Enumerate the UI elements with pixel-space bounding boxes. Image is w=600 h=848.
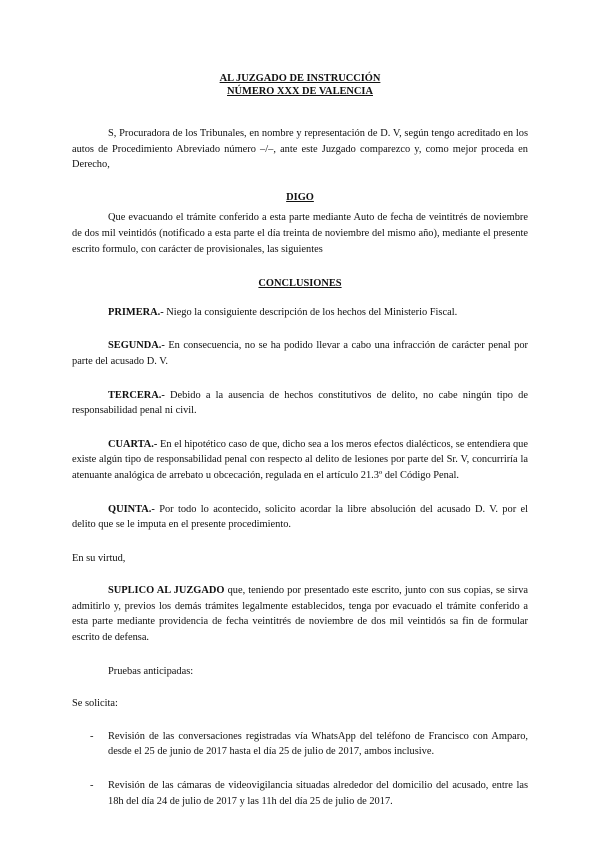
conclusion-lead: TERCERA.- bbox=[108, 389, 165, 401]
conclusion-text: En el hipotético caso de que, dicho sea a los meros efectos dialécticos, se entendiera que existe algún tipo de responsabilidad penal con respecto al delito de lesiones por parte del Sr. V, concurriría la atenuante analógica de arrebato u obcecación, regulada en el artículo 21.3º del Código Penal. bbox=[72, 438, 528, 481]
solicitudes-list bbox=[72, 729, 528, 809]
digo-paragraph: Que evacuando el trámite conferido a esta parte mediante Auto de fecha de veintitrés de noviembre de dos mil veintidós (notificado a esta parte el día treinta de noviembre del mismo año), mediante el presente escrito formulo, con carácter de provisionales, las siguientes bbox=[72, 212, 528, 255]
digo-heading: DIGO bbox=[286, 191, 314, 203]
list-item-text: Revisión de las cámaras de videovigilancia situadas alrededor del domicilio del acusado, entre las 18h del día 24 de julio de 2017 y las 11h del día 25 de julio de 2017. bbox=[108, 780, 528, 807]
suplico-paragraph bbox=[72, 583, 528, 645]
conclusion-quinta bbox=[72, 502, 528, 533]
conclusion-lead: CUARTA.- bbox=[108, 438, 158, 450]
conclusion-tercera bbox=[72, 388, 528, 419]
intro-paragraph: S, Procuradora de los Tribunales, en nombre y representación de D. V, según tengo acreditado en los autos de Procedimiento Abreviado número –/–, ante este Juzgado comparezco y, como mejor proceda en Derecho, bbox=[72, 128, 528, 171]
court-heading-line-2: NÚMERO XXX DE VALENCIA bbox=[227, 86, 373, 97]
suplico-lead: SUPLICO AL JUZGADO bbox=[108, 585, 225, 597]
list-item bbox=[72, 729, 528, 760]
dash-bullet-icon: - bbox=[90, 730, 94, 742]
se-solicita: Se solicita: bbox=[72, 698, 118, 710]
conclusion-cuarta bbox=[72, 437, 528, 484]
conclusion-lead: QUINTA.- bbox=[108, 503, 155, 515]
conclusion-text: Debido a la ausencia de hechos constitutivos de delito, no cabe ningún tipo de responsabilidad penal ni civil. bbox=[72, 389, 528, 417]
court-heading-line-1: AL JUZGADO DE INSTRUCCIÓN bbox=[219, 73, 381, 84]
conclusiones-heading: CONCLUSIONES bbox=[258, 278, 342, 290]
list-item bbox=[72, 778, 528, 809]
suplico-text: que, teniendo por presentado este escrito, junto con sus copias, se sirva admitirlo y, previos los demás trámites legalmente establecidos, tenga por evacuado el trámite conferido a esta parte mediante providencia de fecha veintitrés de noviembre de dos mil veintidós sa fin de formular escrito de defensa. bbox=[72, 585, 528, 644]
conclusion-lead: SEGUNDA.- bbox=[108, 340, 165, 352]
conclusion-text: Por todo lo acontecido, solicito acordar la libre absolución del acusado D. V. por el delito que se le imputa en el presente procedimiento. bbox=[72, 503, 528, 531]
conclusion-text: En consecuencia, no se ha podido llevar a cabo una infracción de carácter penal por parte del acusado D. V. bbox=[72, 340, 528, 367]
list-item-text: Revisión de las conversaciones registradas vía WhatsApp del teléfono de Francisco con Amparo, desde el 25 de junio de 2017 hasta el día 25 de julio de 2017, ambos inclusive. bbox=[108, 730, 528, 758]
conclusion-primera bbox=[72, 305, 528, 321]
en-su-virtud: En su virtud, bbox=[72, 552, 126, 564]
dash-bullet-icon: - bbox=[90, 780, 94, 792]
conclusion-lead: PRIMERA.- bbox=[108, 306, 164, 318]
conclusion-segunda bbox=[72, 338, 528, 369]
conclusion-text: Niego la consiguiente descripción de los hechos del Ministerio Fiscal. bbox=[163, 306, 458, 318]
pruebas-anticipadas: Pruebas anticipadas: bbox=[108, 665, 194, 677]
